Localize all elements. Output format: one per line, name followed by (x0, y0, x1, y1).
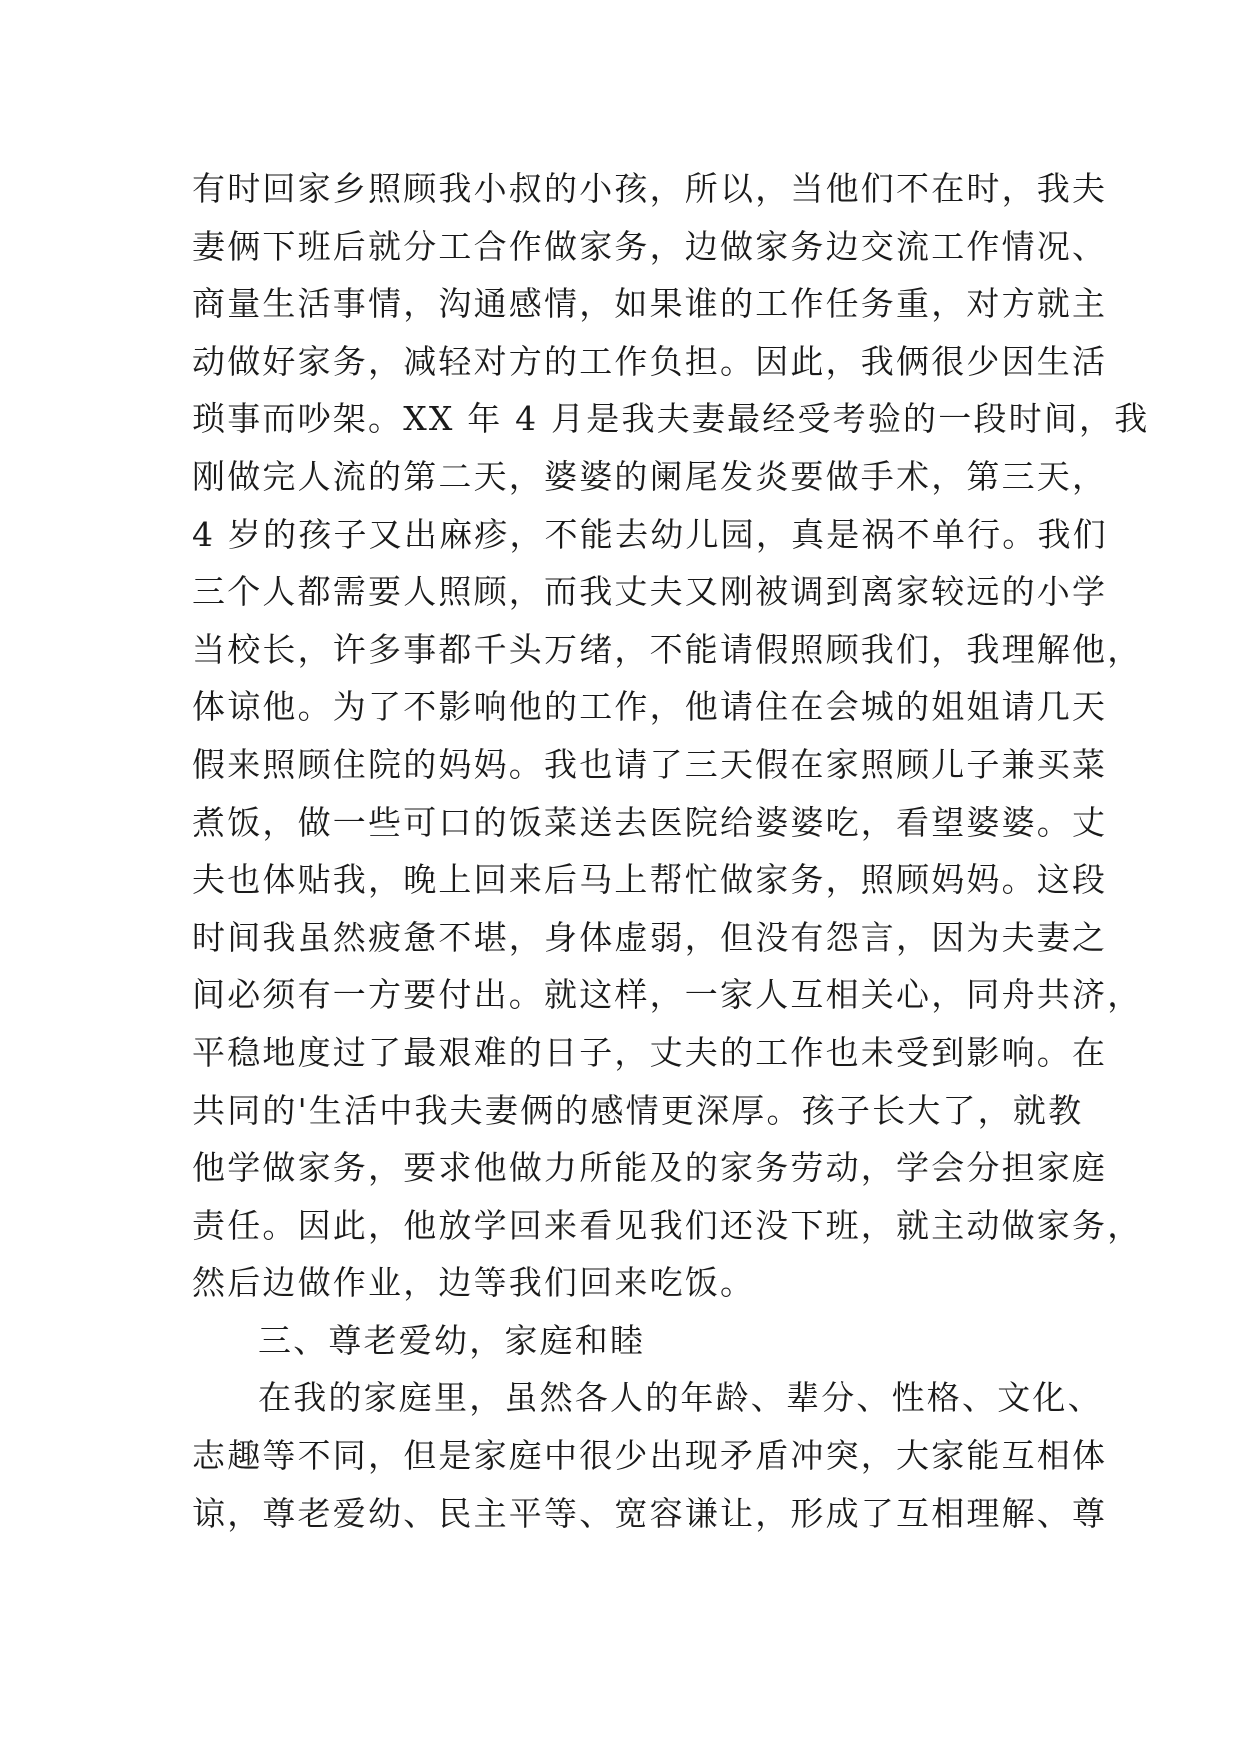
text-line: 谅，尊老爱幼、民主平等、宽容谦让，形成了互相理解、尊 (192, 1493, 1108, 1533)
text-line: 平稳地度过了最艰难的日子，丈夫的工作也未受到影响。在 (192, 1032, 1108, 1072)
text-line: 间必须有一方要付出。就这样，一家人互相关心，同舟共济， (192, 975, 1143, 1015)
text-line: 假来照顾住院的妈妈。我也请了三天假在家照顾儿子兼买菜 (192, 744, 1108, 784)
text-line: 他学做家务，要求他做力所能及的家务劳动，学会分担家庭 (192, 1148, 1108, 1188)
text-line: 刚做完人流的第二天，婆婆的阑尾发炎要做手术，第三天， (192, 456, 1108, 496)
text-line: 然后边做作业，边等我们回来吃饭。 (192, 1263, 756, 1303)
text-line: 体谅他。为了不影响他的工作，他请住在会城的姐姐请几天 (192, 687, 1108, 727)
text-line: 责任。因此，他放学回来看见我们还没下班，就主动做家务， (192, 1205, 1143, 1245)
body-text (192, 160, 1150, 1542)
text-line: 时间我虽然疲惫不堪，身体虚弱，但没有怨言，因为夫妻之 (192, 917, 1108, 957)
text-line: 志趣等不同，但是家庭中很少出现矛盾冲突，大家能互相体 (192, 1436, 1108, 1476)
text-line: 有时回家乡照顾我小叔的小孩，所以，当他们不在时，我夫 (192, 169, 1108, 208)
text-line: 煮饭，做一些可口的饭菜送去医院给婆婆吃，看望婆婆。丈 (192, 802, 1108, 842)
text-line: 三个人都需要人照顾，而我丈夫又刚被调到离家较远的小学 (192, 572, 1108, 612)
text-line: 琐事而吵架。XX 年 4 月是我夫妻最经受考验的一段时间，我 (192, 399, 1150, 439)
text-line: 商量生活事情，沟通感情，如果谁的工作任务重，对方就主 (192, 284, 1108, 324)
text-line: 妻俩下班后就分工合作做家务，边做家务边交流工作情况、 (192, 226, 1108, 266)
section-heading: 三、尊老爱幼，家庭和睦 (258, 1320, 646, 1360)
text-line: 当校长，许多事都千头万绪，不能请假照顾我们，我理解他， (192, 629, 1143, 669)
text-line: 共同的'生活中我夫妻俩的感情更深厚。孩子长大了，就教 (192, 1090, 1084, 1130)
text-line: 夫也体贴我，晚上回来后马上帮忙做家务，照顾妈妈。这段 (192, 860, 1108, 900)
text-line: 在我的家庭里，虽然各人的年龄、辈分、性格、文化、 (258, 1378, 1103, 1418)
text-line: 动做好家务，减轻对方的工作负担。因此，我俩很少因生活 (192, 341, 1108, 381)
text-line: 4 岁的孩子又出麻疹，不能去幼儿园，真是祸不单行。我们 (192, 514, 1108, 554)
